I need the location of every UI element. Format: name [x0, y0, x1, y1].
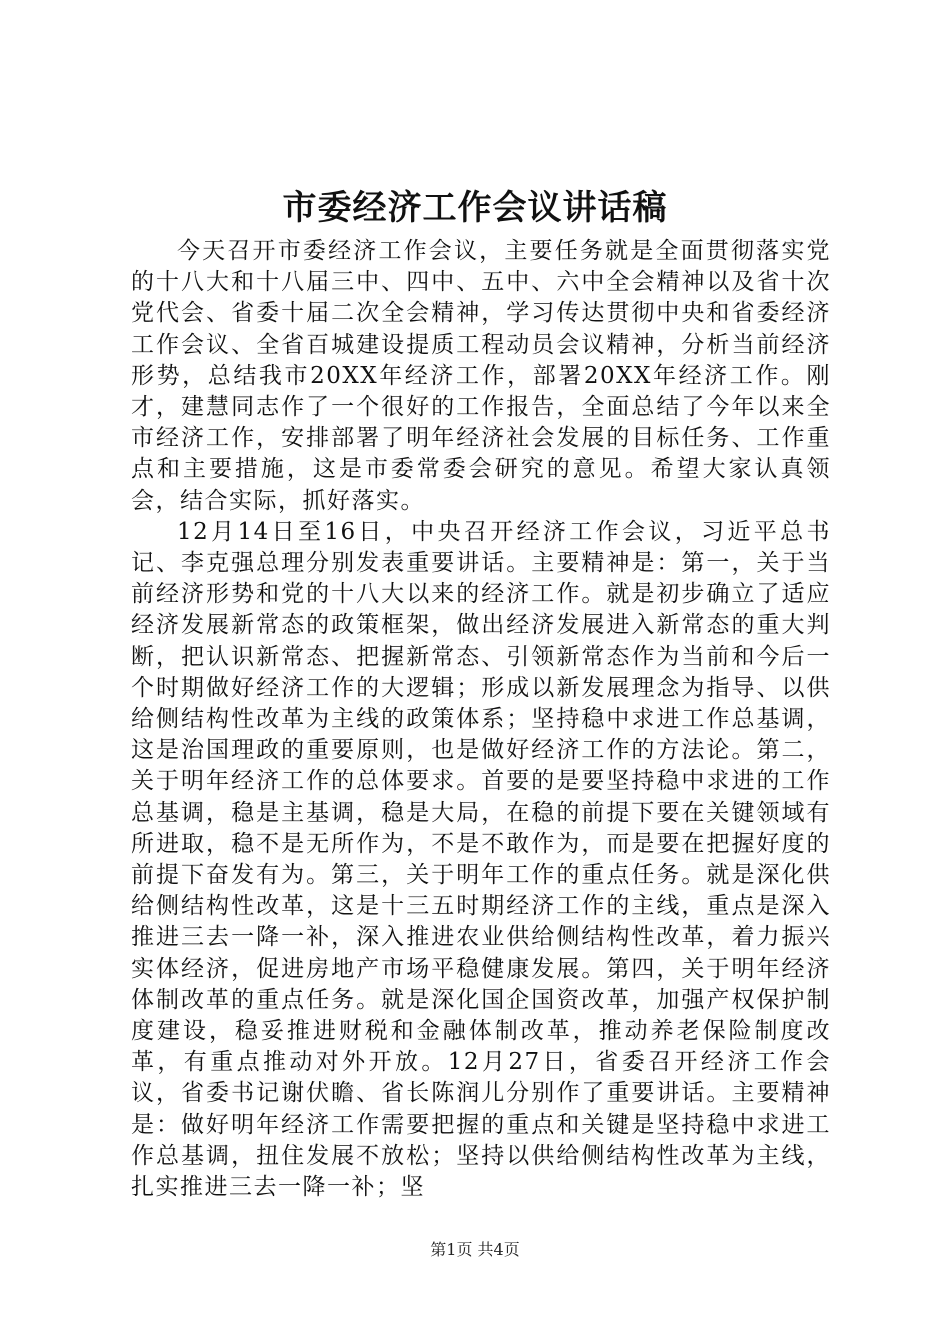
paragraph-opening: 今天召开市委经济工作会议，主要任务就是全面贯彻落实党的十八大和十八届三中、四中、五中、六中全会精神以及省十次党代会、省委十届二次全会精神，学习传达贯彻中央和省委经济工作会议、全省百城建设提质工程动员会议精神，分析当前经济形势，总结我市20XX年经济工作，部署20XX年经济工作。刚才，建慧同志作了一个很好的工作报告，全面总结了今年以来全市经济工作，安排部署了明年经济社会发展的目标任务、工作重点和主要措施，这是市委常委会研究的意见。希望大家认真领会，结合实际，抓好落实。: [131, 238, 831, 514]
document-title: 市委经济工作会议讲话稿: [282, 188, 668, 228]
paragraph-meeting-spirit: 12月14日至16日，中央召开经济工作会议，习近平总书记、李克强总理分别发表重要讲话。主要精神是：第一，关于当前经济形势和党的十八大以来的经济工作。就是初步确立了适应经济发展新常态的政策框架，做出经济发展进入新常态的重大判断，把认识新常态、把握新常态、引领新常态作为当前和今后一个时期做好经济工作的大逻辑；形成以新发展理念为指导、以供给侧结构性改革为主线的政策体系；坚持稳中求进工作总基调，这是治国理政的重要原则，也是做好经济工作的方法论。第二，关于明年经济工作的总体要求。首要的是要坚持稳中求进的工作总基调，稳是主基调，稳是大局，在稳的前提下要在关键领域有所进取，稳不是无所作为，不是不敢作为，而是要在把握好度的前提下奋发有为。第三，关于明年工作的重点任务。就是深化供给侧结构性改革，这是十三五时期经济工作的主线，重点是深入推进三去一降一补，深入推进农业供给侧结构性改革，着力振兴实体经济，促进房地产市场平稳健康发展。第四，关于明年经济体制改革的重点任务。就是深化国企国资改革，加强产权保护制度建设，稳妥推进财税和金融体制改革，推动养老保险制度改革，有重点推动对外开放。12月27日，省委召开经济工作会议，省委书记谢伏瞻、省长陈润儿分别作了重要讲话。主要精神是：做好明年经济工作需要把握的重点和关键是坚持稳中求进工作总基调，扭住发展不放松；坚持以供给侧结构性改革为主线，扎实推进三去一降一补；坚: [131, 518, 831, 1201]
document-body: [131, 236, 831, 1203]
page-number-footer: 第1页 共4页: [430, 1240, 520, 1259]
